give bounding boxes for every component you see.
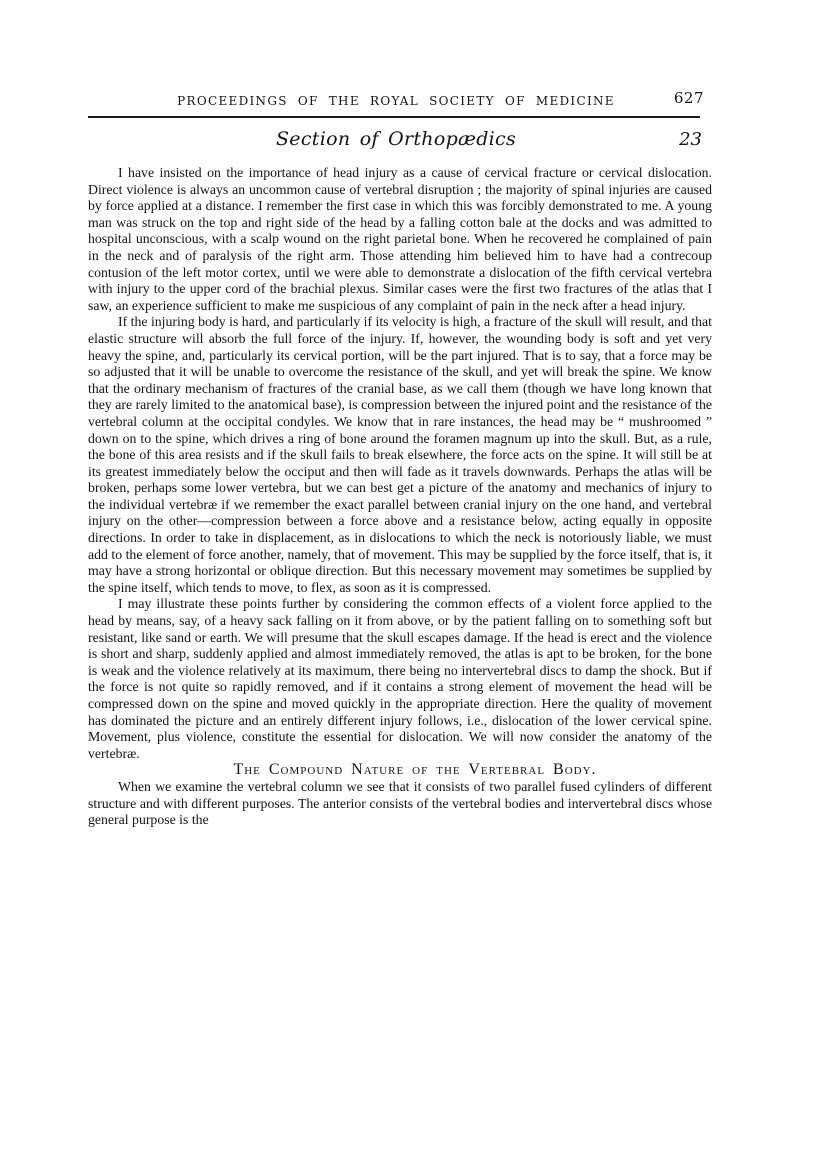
running-head-title: PROCEEDINGS OF THE ROYAL SOCIETY OF MEDICINE [177,94,615,108]
journal-page-number: 627 [673,89,704,107]
section-page-number: 23 [679,129,702,150]
header-divider-rule [88,116,700,118]
article-body [88,165,712,829]
paragraph: If the injuring body is hard, and particularly if its velocity is high, a fracture of the skull will result, and that elastic structure will absorb the full force of the injury. If, however, the wounding body is soft and yet very heavy the spine, and, particularly its cervical portion, will be the part injured. That is to say, that a force may be so adjusted that it will be unable to overcome the resistance of the skull, and yet will break the spine. We know that the ordinary mechanism of fractures of the cranial base, as we call them (though we have long known that they are rarely limited to the anatomical base), is compression between the injured point and the resistance of the vertebral column at the occipital condyles. We know that in rare instances, the head may be “ mushroomed ” down on to the spine, which drives a ring of bone around the foramen magnum up into the skull. But, as a rule, the bone of this area resists and if the skull fails to break elsewhere, the force acts on the spine. It will still be at its greatest immediately below the occiput and then will fade as it travels downwards. Perhaps the atlas will be broken, perhaps some lower vertebra, but we can best get a picture of the anatomy and mechanics of injury to the individual vertebræ if we remember the exact parallel between cranial injury on the one hand, and vertebral injury on the other—compression between a force above and a resistance below, acting equally in opposite directions. In order to take in displacement, as in dislocations to which the neck is notoriously liable, we must add to the element of force another, namely, that of movement. This may be supplied by the force itself, that is, it may have a strong horizontal or oblique direction. But this necessary movement may sometimes be supplied by the spine itself, which tends to move, to flex, as soon as it is compressed. [88,314,712,595]
section-header [88,128,704,150]
paragraph: I may illustrate these points further by considering the common effects of a violent force applied to the head by means, say, of a heavy sack falling on it from above, or by the patient falling on to something soft but resistant, like sand or earth. We will presume that the skull escapes damage. If the head is erect and the violence is short and sharp, suddenly applied and almost immediately removed, the atlas is apt to be broken, for the bone is weak and the violence relatively at its maximum, there being no intervertebral discs to damp the shock. But if the force is not quite so rapidly removed, and if it contains a strong element of movement the head will be compressed down on the spine and moved quickly in the appropriate direction. Here the quality of movement has dominated the picture and an entirely different injury follows, i.e., dislocation of the lower cervical spine. Movement, plus violence, constitute the essential for dislocation. We will now consider the anatomy of the vertebræ. [88,596,712,761]
paragraph: I have insisted on the importance of head injury as a cause of cervical fracture or cervical dislocation. Direct violence is always an uncommon cause of vertebral disruption ; the majority of spinal injuries are caused by force applied at a distance. I remember the first case in which this was forcibly demonstrated to me. A young man was struck on the top and right side of the head by a falling cotton bale at the docks and was admitted to hospital unconscious, with a scalp wound on the right parietal bone. When he recovered he complained of pain in the neck and of paralysis of the right arm. Those attending him believed him to have had a contrecoup contusion of the left motor cortex, until we were able to demonstrate a dislocation of the fifth cervical vertebra with injury to the upper cord of the brachial plexus. Similar cases were the first two fractures of the atlas that I saw, an experience sufficient to make me suspicious of any complaint of pain in the neck after a head injury. [88,165,712,313]
section-heading: The Compound Nature of the Vertebral Body. [233,761,597,779]
running-head [88,89,704,110]
section-title: Section of Orthopædics [275,128,517,150]
paragraph: When we examine the vertebral column we see that it consists of two parallel fused cylinders of different structure and with different purposes. The anterior consists of the vertebral bodies and intervertebral discs whose general purpose is the [88,778,712,828]
